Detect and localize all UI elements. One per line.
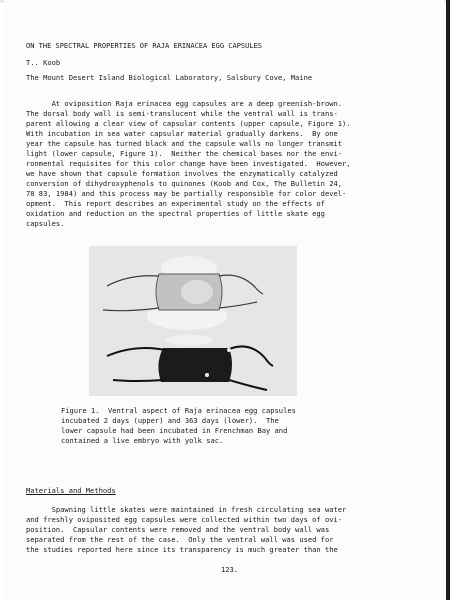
figure-1-photo <box>89 246 297 396</box>
paragraph-line: year the capsule has turned black and the capsule walls no longer transmit <box>26 139 343 148</box>
methods-paragraph <box>26 505 346 555</box>
light-capsule-horn-tl <box>107 276 159 286</box>
figure-caption <box>61 406 296 446</box>
paragraph-line: The dorsal body wall is semi-translucent while the ventral wall is trans- <box>26 109 338 118</box>
affiliation-line: The Mount Desert Island Biological Laboratory, Salsbury Cove, Maine <box>26 73 313 82</box>
paper-title: ON THE SPECTRAL PROPERTIES OF RAJA ERINACEA EGG CAPSULES <box>26 42 263 50</box>
yolk-region <box>181 280 213 304</box>
embryo-spot <box>205 373 209 377</box>
paragraph-line: With incubation in sea water capsular material gradually darkens. By one <box>26 129 338 138</box>
dark-capsule-horn-bl <box>113 380 163 381</box>
paragraph-line: we have shown that capsule formation involves the enzymatically catalyzed <box>26 169 338 178</box>
paragraph-line: position. Capsular contents were removed and the ventral body wall was <box>26 525 330 534</box>
dark-capsule-horn-br <box>229 380 267 390</box>
egg-capsule-photo-icon <box>89 246 297 396</box>
paragraph-line: the studies reported here since its transparency is much greater than the <box>26 545 338 554</box>
paragraph-line: oxidation and reduction on the spectral properties of little skate egg <box>26 209 325 218</box>
paragraph-line: capsules. <box>26 219 65 228</box>
paragraph-line: conversion of dihydroxyphenols to quinones (Koob and Cox, The Bulletin 24, <box>26 179 343 188</box>
paragraph-line: ronmental requisites for this color change have been investigated. However, <box>26 159 351 168</box>
dark-capsule-horn-tr <box>227 346 273 366</box>
introduction-paragraph <box>26 99 351 229</box>
page-number: 123. <box>221 565 239 574</box>
paragraph-line: Spawning little skates were maintained in fresh circulating sea water <box>26 505 347 514</box>
section-heading: Materials and Methods <box>26 486 116 495</box>
caption-line: Figure 1. Ventral aspect of Raja erinacea egg capsules <box>61 406 296 415</box>
caption-line: incubated 2 days (upper) and 363 days (lower). The <box>61 416 279 425</box>
caption-line: contained a live embryo with yolk sac. <box>61 436 224 445</box>
author-line: T.. Koob <box>26 58 61 67</box>
paragraph-line: 78 83, 1984) and this process may be partially responsible for color devel- <box>26 189 347 198</box>
paragraph-line: separated from the rest of the case. Only the ventral wall was used for <box>26 535 334 544</box>
scan-right-edge <box>446 0 450 600</box>
caption-line: lower capsule had been incubated in Frenchman Bay and <box>61 426 288 435</box>
paragraph-line: parent allowing a clear view of capsular contents (upper capsule, Figure 1). <box>26 119 351 128</box>
light-capsule-horn-br <box>219 302 257 308</box>
paragraph-line: opment. This report describes an experimental study on the effects of <box>26 199 325 208</box>
dark-capsule-horn-tl <box>107 348 165 356</box>
yolk-spot <box>227 348 231 352</box>
light-capsule-horn-tr <box>219 275 263 294</box>
page <box>4 0 444 600</box>
paragraph-line: and freshly oviposited egg capsules were collected within two days of ovi- <box>26 515 343 524</box>
paragraph-line: At oviposition Raja erinacea egg capsules are a deep greenish-brown. <box>26 99 343 108</box>
tissue-blob-lower <box>165 335 213 345</box>
dark-capsule-body <box>158 348 232 382</box>
paragraph-line: light (lower capsule, Figure 1). Neither the chemical bases nor the envi- <box>26 149 343 158</box>
